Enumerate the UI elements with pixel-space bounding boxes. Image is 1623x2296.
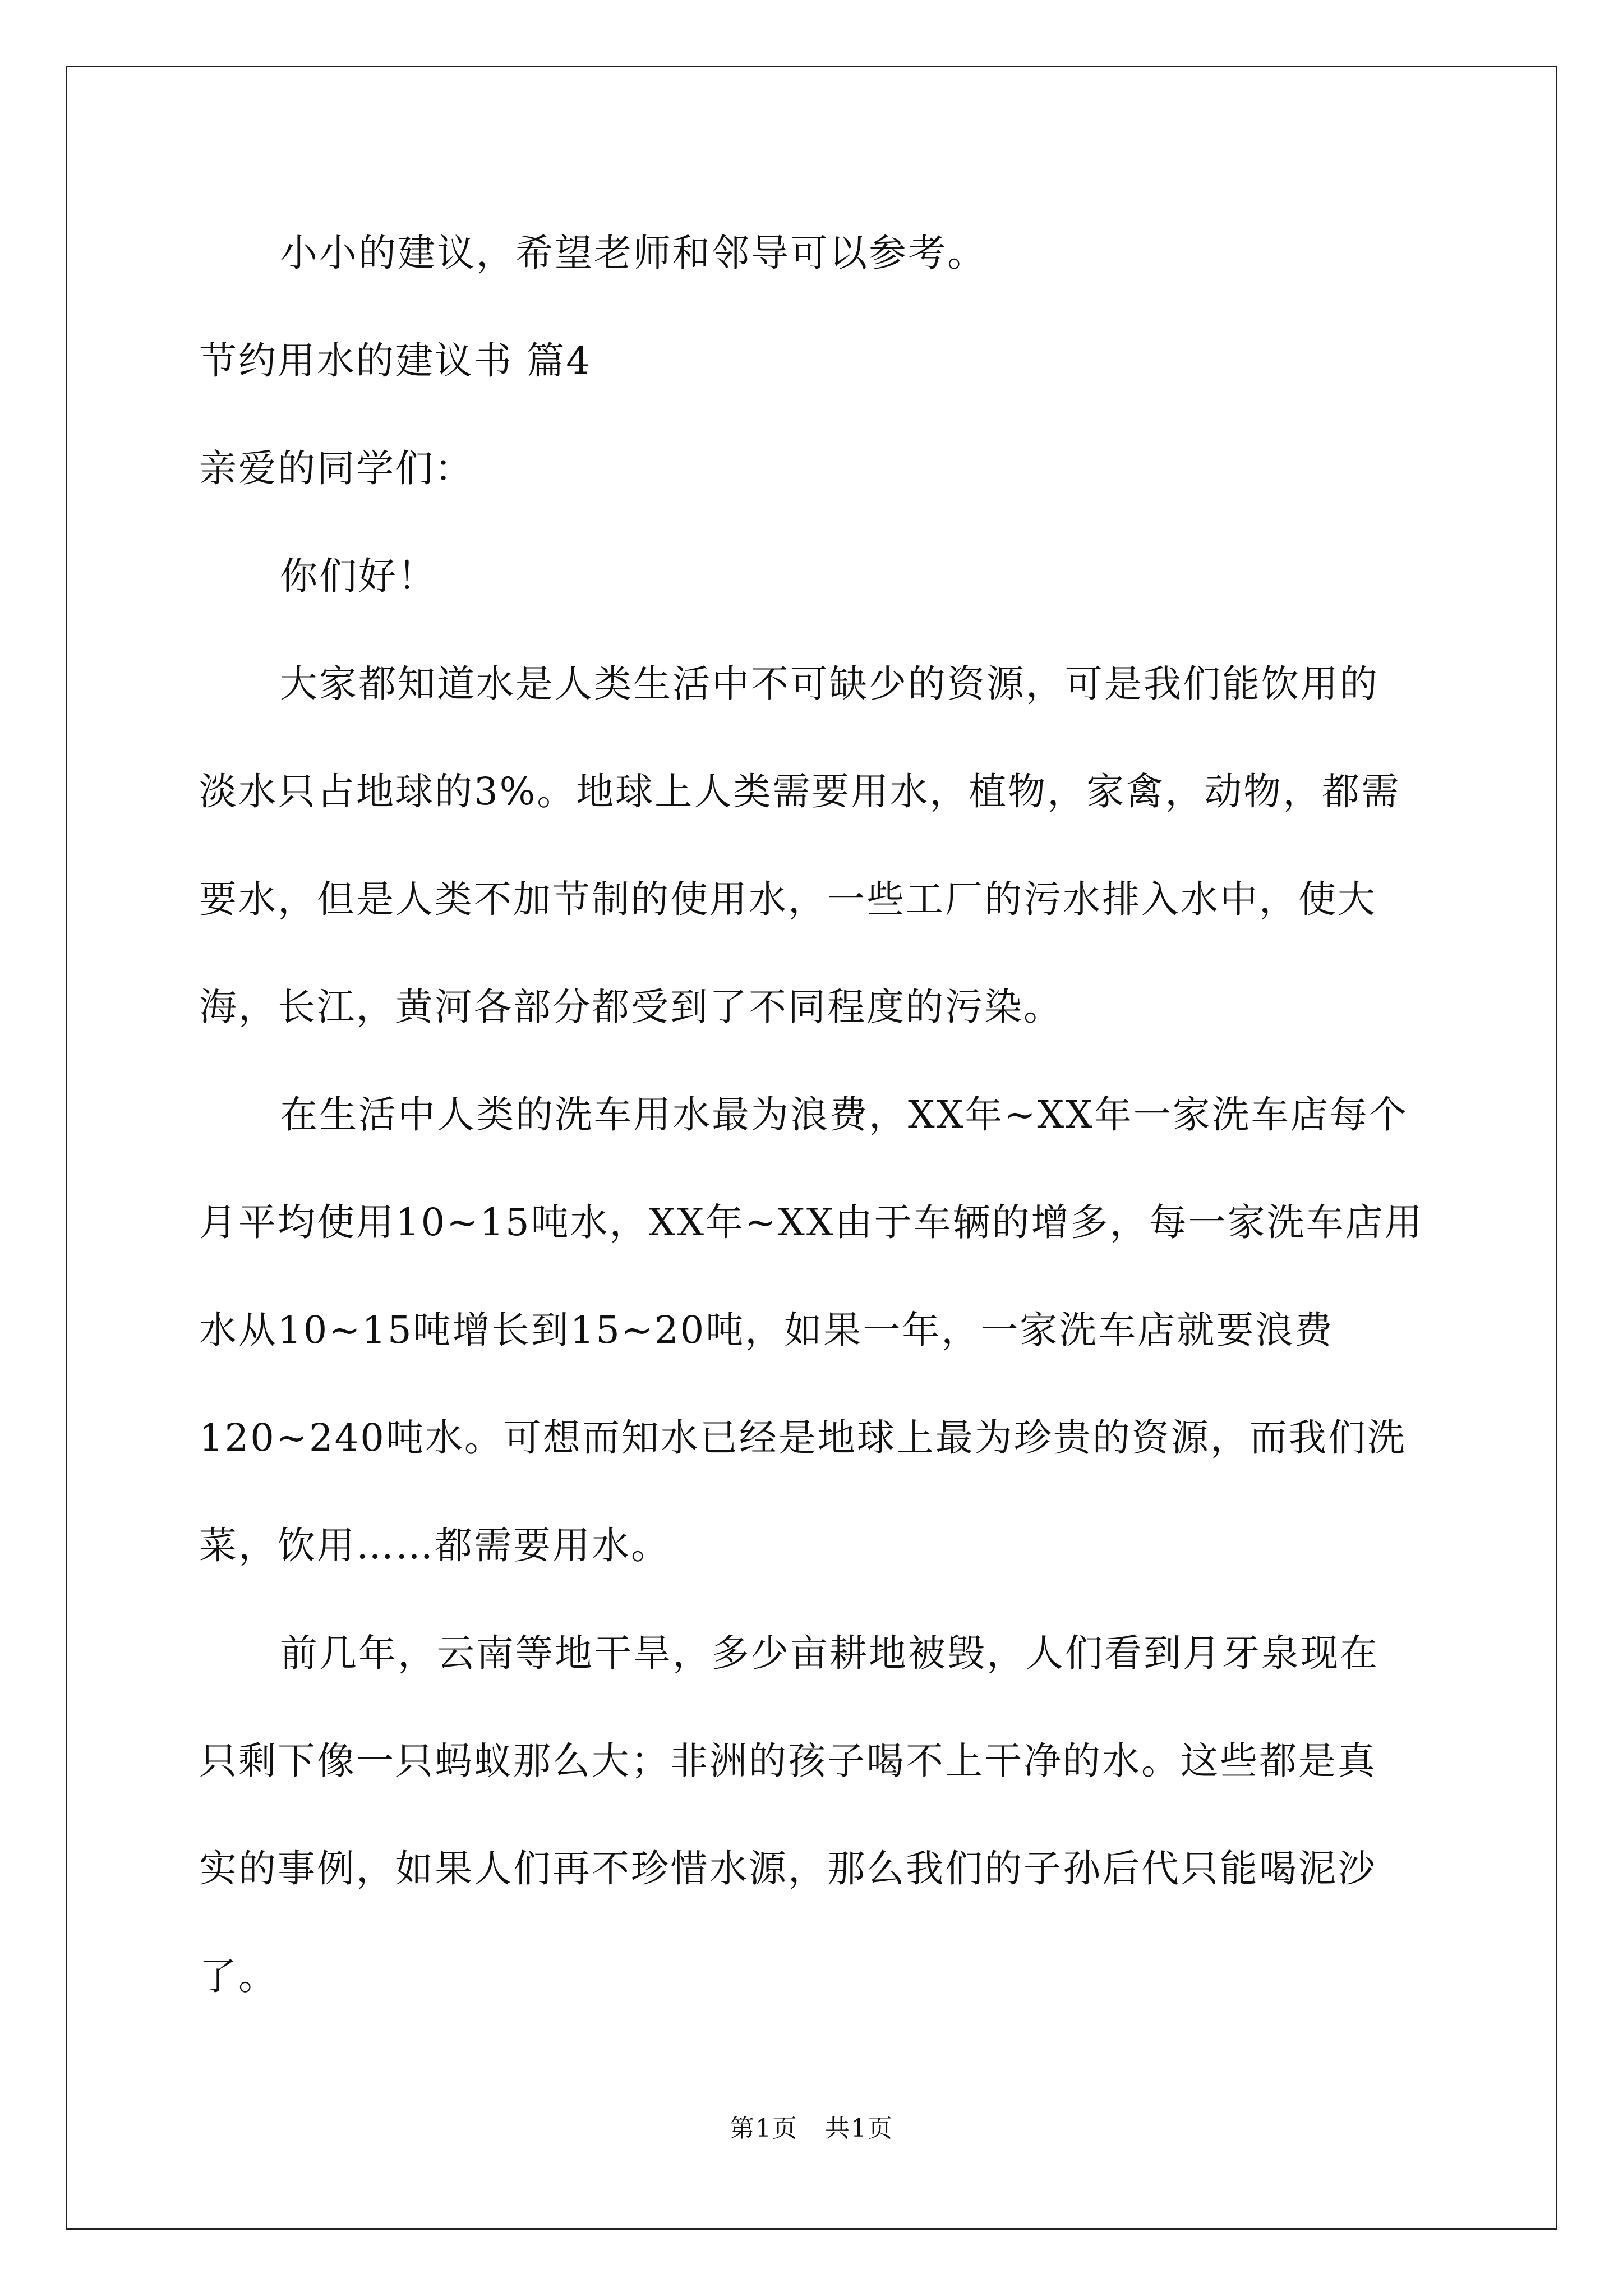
paragraph-line: 水从10~15吨增长到15~20吨，如果一年，一家洗车店就要浪费 <box>199 1308 1334 1352</box>
paragraph-line: 前几年，云南等地干旱，多少亩耕地被毁，人们看到月牙泉现在 <box>280 1631 1379 1675</box>
paragraph-line: 只剩下像一只蚂蚁那么大；非洲的孩子喝不上干净的水。这些都是真 <box>199 1739 1377 1783</box>
paragraph-line: 实的事例，如果人们再不珍惜水源，那么我们的子孙后代只能喝泥沙 <box>199 1847 1377 1890</box>
page-total: 共1页 <box>825 2114 893 2143</box>
paragraph-line: 要水，但是人类不加节制的使用水，一些工厂的污水排入水中，使大 <box>199 877 1377 921</box>
paragraph-line: 在生活中人类的洗车用水最为浪费，XX年~XX年一家洗车店每个 <box>280 1093 1408 1137</box>
paragraph-line: 大家都知道水是人类生活中不可缺少的资源，可是我们能饮用的 <box>280 662 1379 706</box>
greeting: 你们好！ <box>280 554 437 598</box>
closing-line: 小小的建议，希望老师和邻导可以参考。 <box>280 231 986 275</box>
paragraph-line: 淡水只占地球的3%。地球上人类需要用水，植物，家禽，动物，都需 <box>199 770 1401 813</box>
section-title: 节约用水的建议书 篇4 <box>199 339 592 383</box>
paragraph-line: 了。 <box>199 1954 278 1998</box>
paragraph-line: 菜，饮用……都需要用水。 <box>199 1524 670 1567</box>
salutation: 亲爱的同学们： <box>199 447 474 490</box>
paragraph-line: 120~240吨水。可想而知水已经是地球上最为珍贵的资源，而我们洗 <box>199 1416 1407 1460</box>
paragraph-line: 月平均使用10~15吨水，XX年~XX由于车辆的增多，每一家洗车店用 <box>199 1200 1424 1244</box>
page-footer <box>0 2108 1623 2144</box>
paragraph-line: 海，长江，黄河各部分都受到了不同程度的污染。 <box>199 985 1063 1029</box>
page-number: 第1页 <box>730 2114 798 2143</box>
